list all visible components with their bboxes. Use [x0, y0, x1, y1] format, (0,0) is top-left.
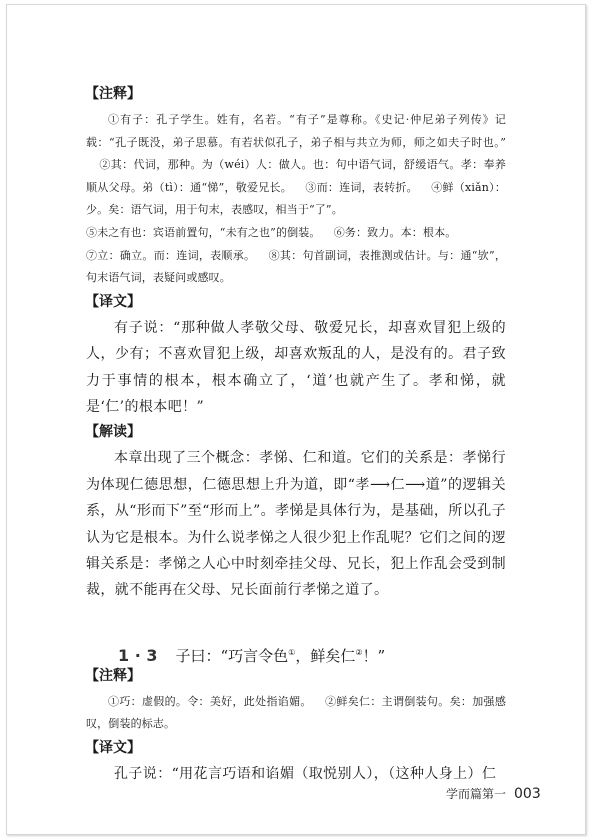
notes-heading: 【注释】: [85, 86, 141, 102]
note-3: ③而：连词，表转折。: [305, 180, 418, 194]
note-2-1: ①巧：虚假的。令：美好，此处指谄媚。: [108, 694, 312, 708]
page-content: [86, 84, 506, 789]
section-quote-part-c: ！”: [362, 646, 386, 665]
page-number: 003: [514, 786, 541, 802]
note-2: ②其：代词，那种。为（wéi）人：做人。也：句中语气词，舒缓语气。孝：奉养顺从父母。弟（tì）：通“悌”，敬爱兄长。: [86, 158, 506, 194]
section-title: [86, 640, 506, 666]
translation-heading-2: 【译文】: [85, 740, 141, 756]
note-6: ⑥务：致力。本：根本。: [333, 225, 457, 239]
section-quote-part-b: ，鲜矣仁: [295, 646, 356, 665]
footnote-marker-1: ①: [288, 647, 296, 657]
section-number: 1 · 3: [118, 645, 158, 665]
note-5: ⑤未之有也：宾语前置句，“未有之也”的倒装。: [86, 225, 321, 239]
notes-paragraph: [86, 109, 506, 290]
interpretation-heading: 【解读】: [85, 424, 141, 441]
note-7: ⑦立：确立。而：连词，表顺承。: [86, 248, 256, 262]
section-quote-part-a: 子曰：“巧言令色: [175, 646, 289, 665]
translation-heading: 【译文】: [85, 293, 141, 310]
note-1: ①有子：孔子学生。姓有，名若。“有子”是尊称。《史记·仲尼弟子列传》记载：“孔子既没，弟子思慕。有若状似孔子，弟子相与共立为师，师之如夫子时也。”: [86, 113, 506, 149]
note-8: ⑧其：句首副词，表推测或估计。与：通“欤”，句末语气词，表疑问或感叹。: [86, 248, 507, 285]
translation-paragraph-2: 孔子说：“用花言巧语和谄媚（取悦别人），（这种人身上）仁: [114, 766, 497, 782]
translation-paragraph: 有子说：“那种做人孝敬父母、敬爱兄长，却喜欢冒犯上级的人，少有；不喜欢冒犯上级，却喜欢叛乱的人，是没有的。君子致力于事情的根本，根本确立了，‘道’也就产生了。孝和悌，就是‘仁’的根本吧！”: [86, 319, 506, 415]
note-2-2: ②鲜矣仁：主谓倒装句。矣：加强感叹，倒装的标志。: [86, 694, 506, 731]
notes-heading-2: 【注释】: [85, 667, 141, 684]
notes-paragraph-2: [86, 691, 506, 736]
footnote-marker-2: ②: [355, 647, 363, 657]
page-footer: [446, 782, 541, 806]
note-4: ④鲜（xiǎn）：少。矣：语气词，用于句末，表感叹，相当于“了”。: [86, 180, 506, 217]
interpretation-paragraph: 本章出现了三个概念：孝悌、仁和道。它们的关系是：孝悌行为体现仁德思想，仁德思想上升为道，即“孝⟶仁⟶道”的逻辑关系，从“形而下”至“形而上”。孝悌是具体行为，是基础，所以孔子认为它是根本。为什么说孝悌之人很少犯上作乱呢？它们之间的逻辑关系是：孝悌之人心中时刻牵挂父母、兄长，犯上作乱会受到制裁，就不能再在父母、兄长面前行孝悌之道了。: [86, 450, 506, 599]
running-chapter-title: 学而篇第一: [446, 787, 507, 801]
